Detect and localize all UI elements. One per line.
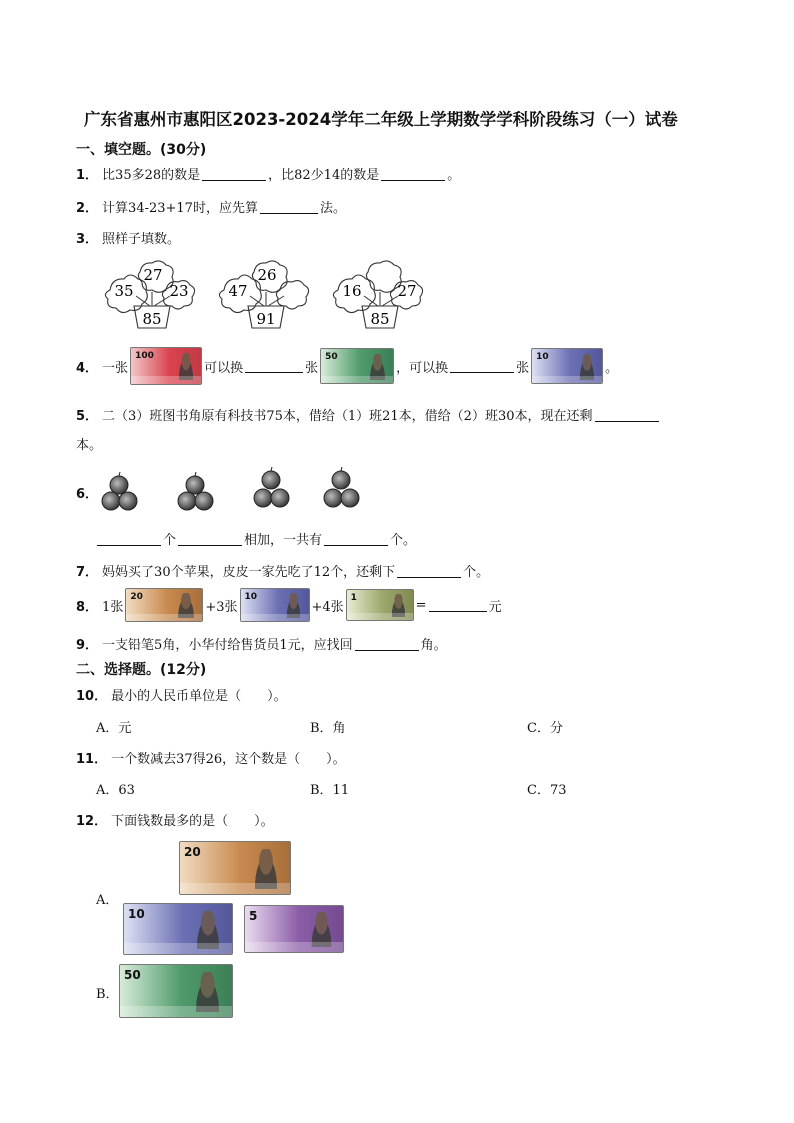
question-number: 11． bbox=[76, 752, 108, 767]
question-text: +3张 bbox=[205, 599, 238, 615]
option-b[interactable]: B．角 bbox=[310, 721, 346, 736]
10-yuan-note-icon: 10 bbox=[531, 348, 603, 384]
question-text: ，可以换 bbox=[396, 360, 449, 376]
flower-top-number: 27 bbox=[143, 266, 163, 284]
question-4 bbox=[76, 347, 618, 385]
question-2 bbox=[76, 197, 346, 216]
20-yuan-note-icon: 20 bbox=[125, 588, 203, 622]
section-2-heading: 二、选择题。(12分) bbox=[76, 662, 207, 678]
flower-pot-3 bbox=[333, 261, 422, 328]
exam-title: 广东省惠州市惠阳区2023-2024学年二年级上学期数学学科阶段练习（一）试卷 bbox=[84, 110, 678, 129]
question-text: 法。 bbox=[319, 201, 346, 216]
flower-right-number: 23 bbox=[169, 282, 189, 300]
question-number: 1． bbox=[76, 168, 99, 183]
pot-number: 85 bbox=[370, 310, 390, 328]
question-7 bbox=[76, 561, 489, 580]
question-text: 照样子填数。 bbox=[102, 232, 181, 247]
question-5 bbox=[76, 405, 661, 424]
option-b[interactable]: B． bbox=[96, 987, 119, 1002]
question-text: 张 bbox=[305, 360, 319, 376]
answer-blank[interactable] bbox=[397, 564, 461, 578]
10-yuan-note-icon: 10 bbox=[240, 588, 310, 622]
50-yuan-note-icon: 50 bbox=[119, 964, 233, 1018]
question-text: 二（3）班图书角原有科技书75本，借给（1）班21本，借给（2）班30本，现在还剩 bbox=[102, 409, 593, 424]
flower-left-number: 35 bbox=[114, 282, 134, 300]
question-number: 7． bbox=[76, 565, 99, 580]
question-number: 4． bbox=[76, 360, 99, 376]
question-text: 最小的人民币单位是（ ）。 bbox=[111, 689, 287, 704]
question-12 bbox=[76, 810, 274, 829]
question-text: 可以换 bbox=[204, 360, 244, 376]
section-1-heading: 一、填空题。(30分) bbox=[76, 142, 207, 158]
question-text: 个。 bbox=[463, 565, 490, 580]
answer-blank[interactable] bbox=[381, 167, 445, 181]
option-a[interactable]: A．元 bbox=[96, 721, 132, 736]
pot-number: 91 bbox=[256, 310, 276, 328]
question-text: 一张 bbox=[102, 360, 129, 376]
10-yuan-note-icon: 10 bbox=[123, 903, 233, 955]
answer-blank[interactable] bbox=[260, 200, 318, 214]
question-10 bbox=[76, 685, 287, 704]
question-text: 张 bbox=[516, 360, 530, 376]
flower-top-number: 26 bbox=[257, 266, 277, 284]
answer-blank[interactable] bbox=[324, 532, 388, 546]
question-number: 6． bbox=[76, 487, 99, 502]
question-number: 3． bbox=[76, 232, 99, 247]
option-c[interactable]: C．分 bbox=[527, 721, 563, 736]
question-3 bbox=[76, 228, 180, 247]
question-text: 1张 bbox=[102, 599, 124, 615]
apple-group-2 bbox=[178, 472, 213, 510]
answer-blank[interactable] bbox=[97, 532, 161, 546]
question-9 bbox=[76, 634, 447, 653]
1-yuan-note-icon: 1 bbox=[346, 589, 414, 621]
answer-blank[interactable] bbox=[355, 637, 419, 651]
question-text: 角。 bbox=[420, 638, 447, 653]
20-yuan-note-icon: 20 bbox=[179, 841, 291, 895]
answer-blank[interactable] bbox=[450, 359, 514, 373]
question-text: 一个数减去37得26，这个数是（ ）。 bbox=[111, 752, 346, 767]
answer-blank[interactable] bbox=[178, 532, 242, 546]
flower-right-number: 27 bbox=[397, 282, 417, 300]
flower-left-number: 16 bbox=[342, 282, 362, 300]
question-11 bbox=[76, 748, 346, 767]
5-yuan-note-icon: 5 bbox=[244, 905, 344, 953]
apple-groups-figure bbox=[96, 466, 366, 518]
option-c[interactable]: C．73 bbox=[527, 783, 567, 798]
question-number: 10． bbox=[76, 689, 108, 704]
flower-left-number: 47 bbox=[228, 282, 248, 300]
answer-blank[interactable] bbox=[245, 359, 303, 373]
option-a[interactable]: A．63 bbox=[96, 783, 135, 798]
question-6-answer-line bbox=[95, 529, 416, 548]
question-text: 个 bbox=[163, 533, 177, 548]
question-text: 个。 bbox=[390, 533, 417, 548]
flower-pot-1 bbox=[105, 261, 194, 328]
question-5-continued bbox=[76, 434, 102, 453]
answer-blank[interactable] bbox=[202, 167, 266, 181]
apple-group-1 bbox=[102, 472, 137, 510]
option-b[interactable]: B．11 bbox=[310, 783, 350, 798]
question-1 bbox=[76, 164, 460, 183]
flower-pot-figures bbox=[100, 262, 417, 334]
question-text: 相加，一共有 bbox=[244, 533, 323, 548]
question-number: 12． bbox=[76, 814, 108, 829]
pot-number: 85 bbox=[142, 310, 162, 328]
question-text: 一支铅笔5角，小华付给售货员1元，应找回 bbox=[102, 638, 353, 653]
100-yuan-note-icon: 100 bbox=[130, 347, 202, 385]
question-text: 本。 bbox=[76, 438, 103, 453]
answer-blank[interactable] bbox=[429, 598, 487, 612]
option-a[interactable]: A． bbox=[96, 893, 119, 908]
question-number: 2． bbox=[76, 201, 99, 216]
question-text: 妈妈买了30个苹果，皮皮一家先吃了12个，还剩下 bbox=[102, 565, 396, 580]
question-text: 。 bbox=[447, 168, 461, 183]
flower-pot-2 bbox=[219, 261, 308, 328]
question-text: +4张 bbox=[311, 599, 344, 615]
question-text: 计算34-23+17时，应先算 bbox=[102, 201, 258, 216]
question-text: = bbox=[415, 597, 427, 613]
question-8 bbox=[76, 588, 502, 622]
50-yuan-note-icon: 50 bbox=[320, 348, 394, 384]
question-number: 8． bbox=[76, 599, 99, 615]
question-text: 。 bbox=[605, 360, 619, 376]
question-text: 比35多28的数是 bbox=[102, 168, 201, 183]
question-text: 下面钱数最多的是（ ）。 bbox=[111, 814, 274, 829]
question-text: ，比82少14的数是 bbox=[268, 168, 380, 183]
apple-group-4 bbox=[324, 467, 359, 507]
question-number: 9． bbox=[76, 638, 99, 653]
apple-group-3 bbox=[254, 467, 289, 507]
question-number: 5． bbox=[76, 409, 99, 424]
answer-blank[interactable] bbox=[595, 408, 659, 422]
question-text: 元 bbox=[488, 599, 502, 615]
